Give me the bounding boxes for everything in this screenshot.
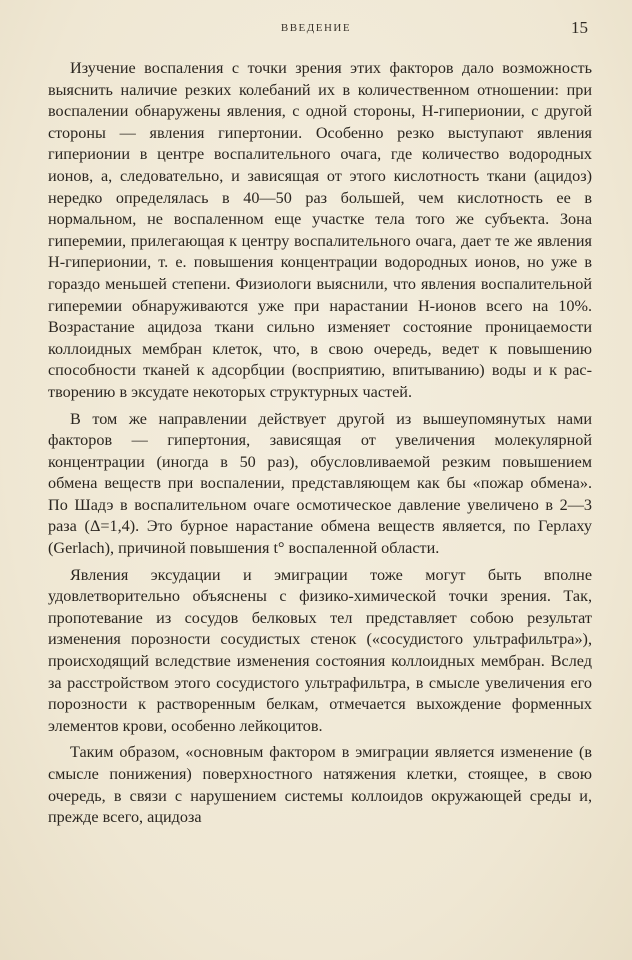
- paragraph: Таким образом, «основным фактором в эмиграции является изменение (в смысле понижения) поверхностного натяжения клетки, стоящее, в свою очередь, в связи с нарушением системы коллоидов окружающей среды и, прежде всего, ацидоза: [48, 743, 592, 827]
- body-text: [48, 58, 592, 829]
- paragraph: Изучение воспаления с точки зрения этих факторов дало возможность выяснить наличие резких колебаний их в количественном отношении: при воспалении обнаружены явления, с одной стороны, H-гиперионии, с другой стороны — явления гипертонии. Особенно резко выступают явления гиперионии в центре воспалительного очага, где количество водородных ионов, а, следовательно, и зависящая от этого кислотность ткани (ацидоз) нередко определялась в 40—50 раз большей, чем кислотность ее в нормальном, не воспаленном еще участке тела того же субъекта. Зона гиперемии, прилегающая к центру воспалительного очага, дает те же явления H-гиперионии, т. е. повышения концентрации водородных ионов, но уже в гораздо меньшей степени. Физиологи выяснили, что явления воспалительной гиперемии обнаруживаются уже при нарастании H-ионов всего на 10%. Возрастание ацидоза ткани сильно изменяет состояние проницаемости коллоидных мембран клеток, что, в свою очередь, ведет к повышению способности тканей к адсорбции (восприятию, впитыванию) воды и к рас- творению в эксудате некоторых структурных частей.: [48, 59, 592, 401]
- paragraph: В том же направлении действует другой из вышеупомянутых нами факторов — гипертония, зависящая от увеличения молекулярной концентрации (иногда в 50 раз), обусловливаемой резким повышением обмена веществ при воспалении, представляющем как бы «пожар обмена». По Шадэ в воспалительном очаге осмотическое давление увеличено в 2—3 раза (Δ=1,4). Это бурное нарастание обмена веществ является, по Герлаху (Gerlach), причиной повышения t° воспаленной области.: [48, 409, 592, 558]
- paragraph: Явления эксудации и эмиграции тоже могут быть вполне удовлетворительно объяснены с физико-химической точки зрения. Так, пропотевание из сосудов белковых тел представляет собою результат изменения порозности сосудистых стенок («сосудистого ультрафильтра»), происходящий вследствие изменения состояния коллоидных мембран. Вслед за расстройством этого сосудистого ультрафильтра, в смысле увеличения его порозности к растворенным белкам, отмечается выхождение форменных элементов крови, особенно лейкоцитов.: [48, 565, 592, 735]
- running-head: ВВЕДЕНИЕ: [280, 22, 352, 34]
- page-number: 15: [571, 18, 588, 37]
- page-header: [0, 18, 632, 42]
